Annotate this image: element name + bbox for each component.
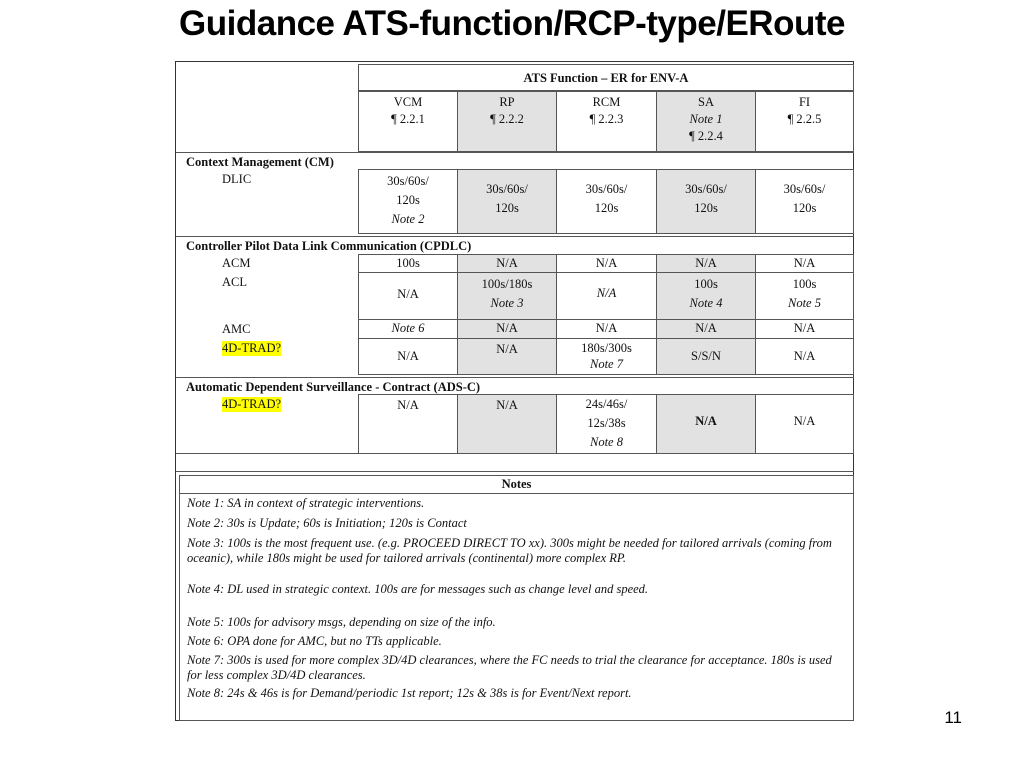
cell-trad-adsc-rcm [556,394,657,454]
cell-line: 30s/60s/ [783,182,826,196]
page-title: Guidance ATS-function/RCP-type/ERoute [179,4,845,43]
cell-note: Note 7 [590,357,623,371]
cell-line: 30s/60s/ [486,182,528,196]
col-ref: ¶ 2.2.1 [391,112,425,126]
cell-acl-sa [656,272,756,320]
note-7: Note 7: 300s is used for more complex 3D/4D clearances, where the FC needs to trial the clearance for acceptance. 180s is used for less complex 3D/4D clearances. [187,653,832,682]
cell-line: 120s [495,201,519,215]
col-header-rp [457,91,557,152]
col-name: RCM [592,95,621,109]
cell-note: Note 4 [689,296,723,310]
cell-line: 100s [694,277,718,291]
cell-line: 120s [792,201,817,215]
col-note: Note 1 [689,112,723,126]
cell-line: 120s [694,201,718,215]
col-name: SA [698,95,714,109]
cell-line: 120s [594,201,619,215]
cell-acm-rcm: N/A [556,254,657,273]
row-label-amc: AMC [222,322,251,336]
cell-line: 100s/180s [481,277,533,291]
cell-acl-rp [457,272,557,320]
col-header-vcm [358,91,458,152]
col-name: FI [798,95,811,109]
note-6: Note 6: OPA done for AMC, but no TTs applicable. [187,634,442,648]
cell-acm-vcm: 100s [358,254,458,273]
guidance-table [175,61,854,721]
col-header-sa [656,91,756,152]
cell-trad-adsc-fi: N/A [755,394,854,454]
cell-dlic-vcm [358,169,458,234]
cell-acl-vcm: N/A [358,272,458,320]
cell-acm-fi: N/A [755,254,854,273]
col-ref: ¶ 2.2.5 [787,112,822,126]
cell-trad-adsc-vcm: N/A [358,394,458,454]
cell-acm-rp: N/A [457,254,557,273]
note-2: Note 2: 30s is Update; 60s is Initiation; 120s is Contact [187,516,467,530]
cell-line: 180s/300s [581,341,632,355]
row-label-acl: ACL [222,275,247,289]
cell-amc-vcm: Note 6 [358,319,458,339]
cell-line: 12s/38s [587,416,626,430]
cell-trad-cpdlc-rcm [556,338,657,375]
note-8: Note 8: 24s & 46s is for Demand/periodic 1st report; 12s & 38s is for Event/Next report. [187,686,632,700]
table-header: ATS Function – ER for ENV-A [358,64,854,91]
cell-trad-cpdlc-sa: S/S/N [656,338,756,375]
cell-line: 30s/60s/ [685,182,727,196]
cell-note: Note 2 [391,212,425,226]
cell-line: 24s/46s/ [585,397,628,411]
cell-acl-rcm: N/A [556,272,657,320]
cell-line: 30s/60s/ [387,174,429,188]
note-1: Note 1: SA in context of strategic interventions. [187,496,425,510]
row-label-4d-trad-adsc: 4D-TRAD? [222,397,282,411]
col-name: VCM [393,95,423,109]
section-cpdlc: Controller Pilot Data Link Communication (CPDLC) [186,239,472,253]
cell-amc-rp: N/A [457,319,557,339]
col-header-rcm [556,91,657,152]
cell-acm-sa: N/A [656,254,756,273]
cell-note: Note 3 [490,296,524,310]
row-label-4d-trad-cpdlc: 4D-TRAD? [222,341,282,355]
cell-dlic-sa [656,169,756,234]
note-4: Note 4: DL used in strategic context. 100s are for messages such as change level and speed. [187,582,649,596]
cell-acl-fi [755,272,854,320]
note-3: Note 3: 100s is the most frequent use. (e.g. PROCEED DIRECT TO xx). 300s might be needed for tailored arrivals (coming from oceanic), while 180s might be used for tailored arrivals (continental) more complex RP. [187,536,832,565]
cell-line: 30s/60s/ [585,182,628,196]
cell-line: 120s [396,193,420,207]
cell-trad-adsc-sa: N/A [656,394,756,454]
row-label-dlic: DLIC [222,172,252,186]
cell-amc-sa: N/A [656,319,756,339]
cell-dlic-rcm [556,169,657,234]
section-adsc: Automatic Dependent Surveillance - Contract (ADS-C) [186,380,481,394]
cell-trad-cpdlc-vcm: N/A [358,338,458,375]
cell-amc-rcm: N/A [556,319,657,339]
cell-dlic-rp [457,169,557,234]
col-ref: ¶ 2.2.4 [689,129,723,143]
cell-trad-cpdlc-rp: N/A [457,338,557,375]
notes-title: Notes [180,476,853,494]
notes-box [179,475,854,721]
col-header-fi [755,91,854,152]
page-number: 11 [944,708,962,727]
col-name: RP [499,95,515,109]
note-5: Note 5: 100s for advisory msgs, depending on size of the info. [187,615,496,629]
cell-dlic-fi [755,169,854,234]
cell-line: 100s [792,277,817,291]
col-ref: ¶ 2.2.2 [490,112,524,126]
row-label-acm: ACM [222,256,251,270]
cell-trad-adsc-rp: N/A [457,394,557,454]
cell-amc-fi: N/A [755,319,854,339]
cell-trad-cpdlc-fi: N/A [755,338,854,375]
cell-note: Note 5 [788,296,821,310]
col-ref: ¶ 2.2.3 [589,112,624,126]
cell-note: Note 8 [590,435,623,449]
section-cm: Context Management (CM) [186,155,334,169]
